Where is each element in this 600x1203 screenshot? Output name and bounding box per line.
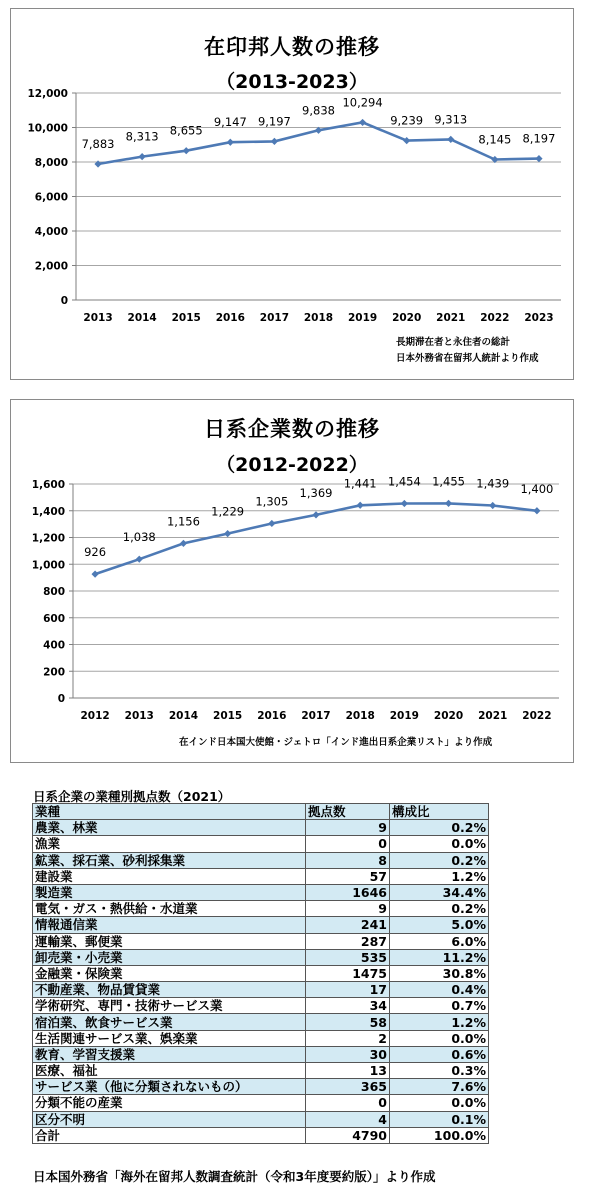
table-row — [33, 1111, 489, 1127]
industry-cell: 漁業 — [33, 836, 306, 852]
x-tick-label: 2014 — [127, 312, 157, 324]
y-tick-label: 0 — [57, 693, 65, 705]
data-point — [139, 153, 146, 160]
table-header-row — [33, 804, 489, 820]
count-cell: 287 — [306, 933, 390, 949]
x-tick-label: 2021 — [478, 710, 508, 722]
y-tick-label: 2,000 — [34, 260, 68, 273]
count-cell: 拠点数 — [306, 804, 390, 820]
industry-cell: 鉱業、採石業、砂利採集業 — [33, 852, 306, 868]
industry-cell: 建設業 — [33, 868, 306, 884]
x-tick-label: 2015 — [171, 312, 201, 324]
data-label: 9,838 — [302, 103, 335, 118]
table-row — [33, 836, 489, 852]
data-point — [489, 502, 496, 509]
data-label: 8,145 — [478, 132, 512, 147]
industry-cell: 合計 — [33, 1127, 306, 1143]
data-point — [312, 511, 319, 518]
table-row — [33, 998, 489, 1014]
share-cell: 0.0% — [390, 1030, 489, 1046]
table-title: 日系企業の業種別拠点数（2021） — [33, 789, 231, 804]
nikkei-kigyo-chart — [10, 399, 574, 763]
count-cell: 535 — [306, 949, 390, 965]
data-label: 1,229 — [211, 504, 245, 519]
count-cell: 0 — [306, 836, 390, 852]
data-point — [271, 138, 278, 145]
chart1-note-2: 日本外務省在留邦人統計より作成 — [396, 353, 539, 364]
count-cell: 0 — [306, 1095, 390, 1111]
x-tick-label: 2017 — [259, 312, 290, 324]
count-cell: 2 — [306, 1030, 390, 1046]
share-cell: 0.2% — [390, 901, 489, 917]
count-cell: 34 — [306, 998, 390, 1014]
table-row — [33, 884, 489, 900]
industry-cell: 学術研究、専門・技術サービス業 — [33, 998, 306, 1014]
data-point — [533, 507, 540, 514]
data-label: 1,400 — [520, 481, 554, 496]
count-cell: 17 — [306, 982, 390, 998]
chart1-note-1: 長期滞在者と永住者の総計 — [396, 337, 511, 348]
y-tick-label: 800 — [43, 586, 65, 598]
data-point — [357, 502, 364, 509]
data-label: 1,305 — [255, 494, 289, 509]
table-row — [33, 1079, 489, 1095]
share-cell: 0.3% — [390, 1063, 489, 1079]
industry-cell: 農業、林業 — [33, 820, 306, 836]
data-point — [359, 119, 366, 126]
industry-cell: 製造業 — [33, 884, 306, 900]
y-tick-label: 4,000 — [34, 226, 68, 238]
data-label: 7,883 — [81, 137, 115, 152]
share-cell: 0.0% — [390, 1095, 489, 1111]
x-tick-label: 2017 — [301, 710, 331, 722]
count-cell: 1646 — [306, 884, 390, 900]
y-tick-label: 10,000 — [27, 122, 68, 135]
table-row — [33, 982, 489, 998]
count-cell: 9 — [306, 901, 390, 917]
industry-cell: 医療、福祉 — [33, 1063, 306, 1079]
industry-cell: 分類不能の産業 — [33, 1095, 306, 1111]
industry-cell: 宿泊業、飲食サービス業 — [33, 1014, 306, 1030]
data-point — [403, 137, 410, 144]
x-tick-label: 2016 — [257, 710, 287, 722]
y-tick-label: 8,000 — [34, 157, 68, 169]
table-row — [33, 820, 489, 836]
data-label: 1,156 — [166, 514, 200, 529]
industry-cell: 生活関連サービス業、娯楽業 — [33, 1030, 306, 1046]
count-cell: 58 — [306, 1014, 390, 1030]
x-tick-label: 2018 — [303, 312, 334, 324]
data-point — [224, 530, 231, 537]
share-cell: 1.2% — [390, 1014, 489, 1030]
y-tick-label: 0 — [60, 295, 68, 307]
data-label: 1,038 — [122, 530, 156, 545]
share-cell: 0.7% — [390, 998, 489, 1014]
data-point — [183, 147, 190, 154]
x-tick-label: 2020 — [433, 710, 464, 722]
data-label: 1,369 — [299, 485, 333, 500]
share-cell: 0.4% — [390, 982, 489, 998]
y-tick-label: 1,600 — [31, 479, 65, 491]
data-label: 1,439 — [476, 476, 510, 491]
y-tick-label: 1,000 — [31, 559, 65, 572]
data-label: 8,655 — [169, 123, 203, 138]
x-tick-label: 2014 — [168, 710, 199, 722]
y-tick-label: 600 — [43, 612, 65, 625]
table-row — [33, 1095, 489, 1111]
data-label: 926 — [84, 545, 107, 560]
table-row — [33, 1127, 489, 1143]
x-tick-label: 2013 — [83, 312, 113, 324]
share-cell: 0.6% — [390, 1046, 489, 1062]
share-cell: 0.0% — [390, 836, 489, 852]
table-row — [33, 1030, 489, 1046]
industry-table — [32, 803, 489, 1144]
share-cell: 0.2% — [390, 820, 489, 836]
share-cell: 構成比 — [390, 804, 489, 820]
chart2-note-1: 在インド日本国大使館・ジェトロ「インド進出日系企業リスト」より作成 — [179, 737, 493, 748]
industry-cell: 不動産業、物品賃貸業 — [33, 982, 306, 998]
count-cell: 241 — [306, 917, 390, 933]
data-point — [91, 571, 98, 578]
y-tick-label: 400 — [43, 639, 65, 652]
y-tick-label: 6,000 — [34, 191, 68, 204]
chart2-subtitle: （2012-2022） — [216, 454, 368, 476]
x-tick-label: 2022 — [480, 312, 510, 324]
x-tick-label: 2018 — [345, 710, 375, 722]
share-cell: 6.0% — [390, 933, 489, 949]
count-cell: 365 — [306, 1079, 390, 1095]
industry-cell: 金融業・保険業 — [33, 965, 306, 981]
y-tick-label: 1,400 — [31, 505, 65, 518]
data-label: 1,455 — [432, 474, 466, 489]
y-tick-label: 1,200 — [31, 532, 65, 545]
share-cell: 0.2% — [390, 852, 489, 868]
industry-cell: 業種 — [33, 804, 306, 820]
x-tick-label: 2019 — [389, 710, 419, 722]
y-tick-label: 200 — [43, 666, 65, 679]
data-point — [136, 556, 143, 563]
industry-cell: 情報通信業 — [33, 917, 306, 933]
table-source: 日本国外務省「海外在留邦人数調査統計（令和3年度要約版）」より作成 — [33, 1169, 436, 1184]
chart1-title: 在印邦人数の推移 — [204, 35, 380, 59]
x-tick-label: 2023 — [524, 312, 554, 324]
share-cell: 7.6% — [390, 1079, 489, 1095]
chart2-plot — [11, 400, 573, 762]
share-cell: 30.8% — [390, 965, 489, 981]
x-tick-label: 2016 — [215, 312, 245, 324]
data-label: 1,441 — [343, 476, 377, 491]
data-label: 8,313 — [125, 129, 159, 144]
data-point — [180, 540, 187, 547]
x-tick-label: 2012 — [80, 710, 110, 722]
x-tick-label: 2021 — [436, 312, 466, 324]
industry-cell: サービス業（他に分類されないもの） — [33, 1079, 306, 1095]
table-row — [33, 1014, 489, 1030]
count-cell: 13 — [306, 1063, 390, 1079]
data-label: 9,313 — [434, 112, 468, 127]
share-cell: 34.4% — [390, 884, 489, 900]
data-label: 9,197 — [257, 114, 291, 129]
data-label: 9,239 — [390, 113, 424, 128]
count-cell: 4790 — [306, 1127, 390, 1143]
x-tick-label: 2019 — [347, 312, 378, 324]
data-point — [535, 155, 542, 162]
chart1-plot — [11, 9, 573, 379]
count-cell: 8 — [306, 852, 390, 868]
data-label: 9,147 — [213, 115, 247, 130]
count-cell: 1475 — [306, 965, 390, 981]
data-point — [401, 500, 408, 507]
table-row — [33, 1063, 489, 1079]
industry-cell: 区分不明 — [33, 1111, 306, 1127]
y-tick-label: 12,000 — [27, 88, 68, 100]
share-cell: 11.2% — [390, 949, 489, 965]
share-cell: 0.1% — [390, 1111, 489, 1127]
table-row — [33, 868, 489, 884]
data-label: 10,294 — [342, 95, 383, 110]
data-label: 1,454 — [387, 474, 421, 489]
x-tick-label: 2015 — [213, 710, 243, 722]
x-tick-label: 2022 — [522, 710, 552, 722]
count-cell: 4 — [306, 1111, 390, 1127]
table-row — [33, 1046, 489, 1062]
table-row — [33, 949, 489, 965]
industry-cell: 運輸業、郵便業 — [33, 933, 306, 949]
share-cell: 100.0% — [390, 1127, 489, 1143]
industry-cell: 教育、学習支援業 — [33, 1046, 306, 1062]
table-row — [33, 917, 489, 933]
share-cell: 1.2% — [390, 868, 489, 884]
data-point — [227, 139, 234, 146]
table-row — [33, 933, 489, 949]
data-label: 8,197 — [522, 131, 556, 146]
industry-cell: 卸売業・小売業 — [33, 949, 306, 965]
table-row — [33, 852, 489, 868]
data-point — [94, 160, 101, 167]
table-row — [33, 965, 489, 981]
x-tick-label: 2013 — [124, 710, 154, 722]
chart1-subtitle: （2013-2023） — [216, 71, 368, 93]
chart2-title: 日系企業数の推移 — [204, 417, 380, 441]
count-cell: 57 — [306, 868, 390, 884]
data-point — [445, 500, 452, 507]
x-tick-label: 2020 — [392, 312, 422, 324]
data-point — [268, 520, 275, 527]
zairyu-hojin-chart — [10, 8, 574, 380]
count-cell: 9 — [306, 820, 390, 836]
share-cell: 5.0% — [390, 917, 489, 933]
table-row — [33, 901, 489, 917]
industry-cell: 電気・ガス・熱供給・水道業 — [33, 901, 306, 917]
count-cell: 30 — [306, 1046, 390, 1062]
